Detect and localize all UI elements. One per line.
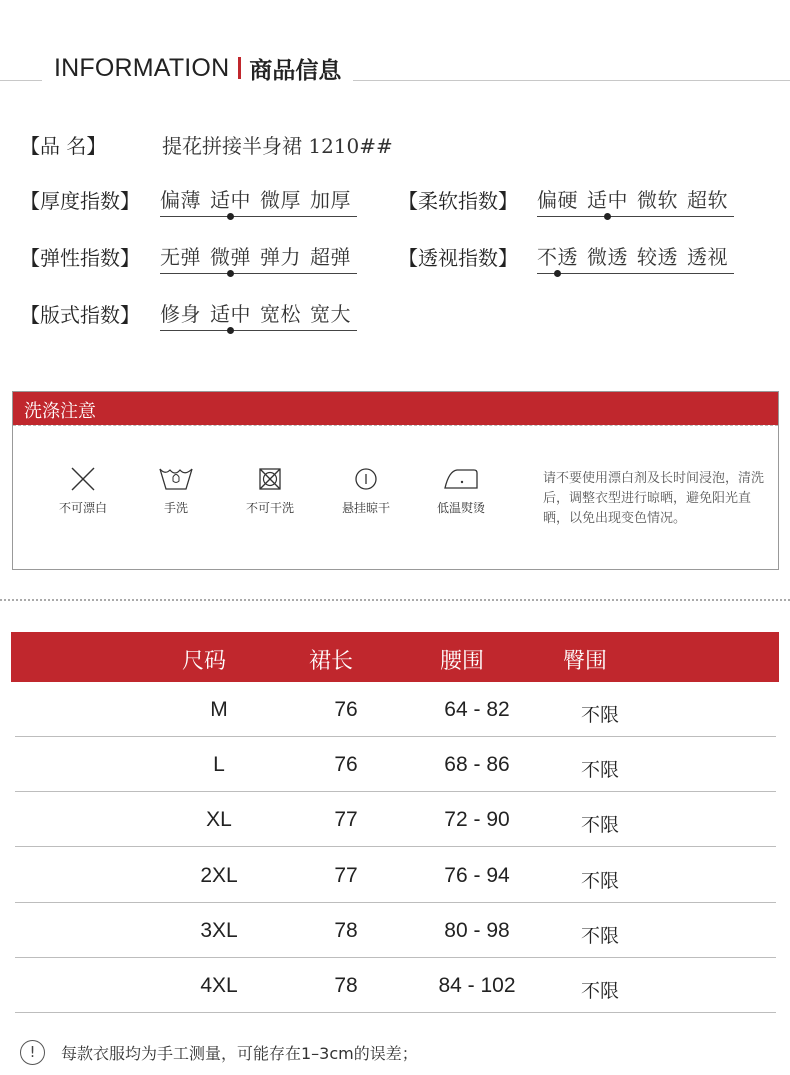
elasticity-option: 超弹	[310, 245, 351, 269]
cell-size: 2XL	[200, 864, 238, 887]
transparency-option: 微透	[587, 245, 628, 269]
hang-dry-icon	[351, 465, 381, 493]
col-header-waist: 腰围	[439, 649, 484, 674]
table-row	[15, 682, 776, 737]
measurement-note	[20, 1040, 418, 1065]
no-dry-clean-icon	[255, 465, 285, 493]
table-row	[15, 792, 776, 847]
header-accent-bar	[238, 57, 241, 79]
softness-option: 微软	[637, 188, 678, 212]
fit-option: 宽松	[260, 302, 301, 326]
elasticity-label: 【弹性指数】	[20, 246, 140, 270]
cell-length: 78	[334, 974, 358, 997]
transparency-option: 透视	[687, 245, 728, 269]
low-iron-icon	[441, 465, 481, 493]
wash-care-header	[13, 392, 778, 425]
table-row	[15, 958, 776, 1013]
hang-dry-caption: 悬挂晾干	[341, 501, 390, 515]
hand-wash-item	[136, 465, 216, 516]
cell-length: 76	[334, 753, 358, 776]
col-header-hip: 臀围	[562, 649, 607, 674]
cell-size: 3XL	[200, 919, 238, 942]
col-header-size: 尺码	[181, 649, 226, 674]
softness-option: 适中	[587, 188, 628, 212]
measurement-note-text: 每款衣服均为手工测量，可能存在1–3cm的误差；	[61, 1044, 418, 1063]
header-title-cn: 商品信息	[249, 57, 342, 84]
cell-size: 4XL	[200, 974, 238, 997]
cell-size: L	[213, 753, 225, 776]
thickness-option: 微厚	[260, 188, 301, 212]
product-name-value: 提花拼接半身裙 1210##	[162, 134, 393, 158]
cell-size: XL	[206, 808, 232, 831]
exclamation-icon: !	[20, 1040, 45, 1065]
size-table-header	[11, 632, 779, 682]
hand-wash-icon	[156, 465, 196, 493]
thickness-option: 偏薄	[160, 188, 201, 212]
thickness-label: 【厚度指数】	[20, 189, 140, 213]
cell-waist: 68 - 86	[444, 753, 510, 776]
hand-wash-caption: 手洗	[163, 501, 188, 515]
softness-scale	[537, 184, 734, 220]
elasticity-option: 无弹	[160, 245, 201, 269]
wash-care-note: 请不要使用漂白剂及长时间浸泡，清洗后，调整衣型进行晾晒，避免阳光直晒，以免出现变色情况。	[543, 471, 765, 526]
elasticity-option: 微弹	[210, 245, 251, 269]
cell-hip: 不限	[580, 704, 619, 726]
transparency-scale	[537, 241, 734, 277]
low-iron-item	[421, 465, 501, 516]
cell-waist: 80 - 98	[444, 919, 510, 942]
scale-underline	[537, 273, 734, 274]
cell-length: 77	[334, 808, 358, 831]
scale-marker	[227, 213, 234, 220]
scale-underline	[160, 216, 357, 217]
thickness-scale	[160, 184, 357, 220]
product-name-label: 【品 名】	[20, 134, 107, 158]
elasticity-scale	[160, 241, 357, 277]
elasticity-option: 弹力	[260, 245, 301, 269]
table-row	[15, 903, 776, 958]
no-bleach-icon	[68, 465, 98, 493]
fit-scale	[160, 298, 357, 334]
table-row	[15, 848, 776, 903]
table-row	[15, 737, 776, 792]
low-iron-caption: 低温熨烫	[436, 501, 485, 515]
cell-hip: 不限	[580, 870, 619, 892]
scale-marker	[554, 270, 561, 277]
transparency-option: 较透	[637, 245, 678, 269]
no-bleach-caption: 不可漂白	[58, 501, 107, 515]
softness-option: 偏硬	[537, 188, 578, 212]
wash-care-title: 洗涤注意	[24, 401, 96, 422]
cell-hip: 不限	[580, 925, 619, 947]
fit-option: 宽大	[310, 302, 351, 326]
cell-hip: 不限	[580, 980, 619, 1002]
cell-length: 76	[334, 698, 358, 721]
cell-length: 77	[334, 864, 358, 887]
section-divider	[0, 599, 790, 601]
fit-label: 【版式指数】	[20, 303, 140, 327]
scale-underline	[160, 330, 357, 331]
scale-marker	[227, 327, 234, 334]
cell-waist: 76 - 94	[444, 864, 510, 887]
scale-marker	[604, 213, 611, 220]
no-dry-clean-item	[230, 465, 310, 516]
thickness-option: 适中	[210, 188, 251, 212]
section-header	[42, 50, 353, 86]
transparency-option: 不透	[537, 245, 578, 269]
cell-hip: 不限	[580, 759, 619, 781]
no-dry-clean-caption: 不可干洗	[245, 501, 294, 515]
wash-care-panel	[12, 391, 779, 570]
cell-waist: 72 - 90	[444, 808, 510, 831]
scale-underline	[160, 273, 357, 274]
no-bleach-item	[43, 465, 123, 516]
hang-dry-item	[326, 465, 406, 516]
cell-hip: 不限	[580, 814, 619, 836]
header-title-en: INFORMATION	[54, 53, 230, 82]
fit-option: 修身	[160, 302, 201, 326]
fit-option: 适中	[210, 302, 251, 326]
cell-size: M	[210, 698, 228, 721]
softness-option: 超软	[687, 188, 728, 212]
scale-marker	[227, 270, 234, 277]
softness-label: 【柔软指数】	[398, 189, 518, 213]
col-header-length: 裙长	[308, 649, 353, 674]
transparency-label: 【透视指数】	[398, 246, 518, 270]
thickness-option: 加厚	[310, 188, 351, 212]
scale-underline	[537, 216, 734, 217]
cell-waist: 64 - 82	[444, 698, 510, 721]
cell-waist: 84 - 102	[438, 974, 516, 997]
cell-length: 78	[334, 919, 358, 942]
